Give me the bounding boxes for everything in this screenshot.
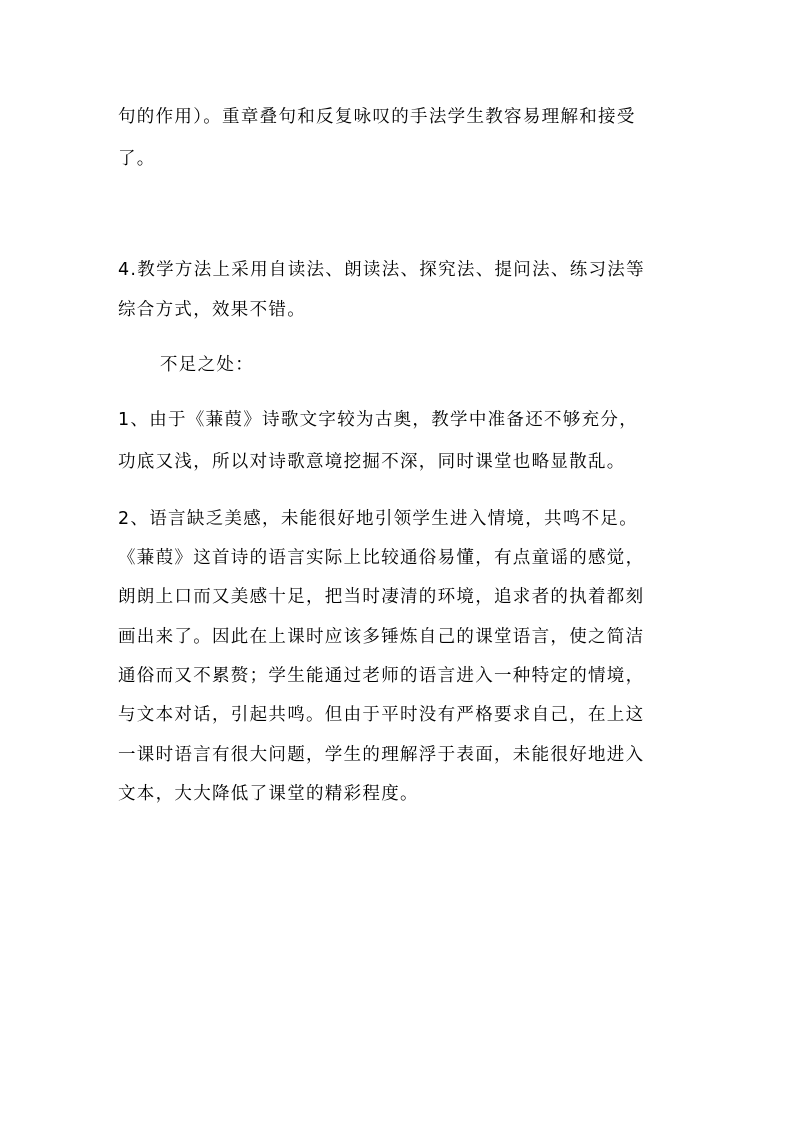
paragraph-line: 综合方式，效果不错。 bbox=[118, 300, 306, 320]
paragraph-line: 画出来了。因此在上课时应该多锤炼自己的课堂语言，使之简洁 bbox=[118, 627, 645, 647]
paragraph-line: 句的作用）。重章叠句和反复咏叹的手法学生教容易理解和接受 bbox=[118, 107, 636, 127]
paragraph-line: 朗朗上口而又美感十足，把当时凄清的环境，追求者的执着都刻 bbox=[118, 587, 645, 607]
paragraph-line: 与文本对话，引起共鸣。但由于平时没有严格要求自己，在上这 bbox=[118, 705, 645, 725]
section-heading: 不足之处： bbox=[160, 355, 254, 375]
paragraph-line: 功底又浅，所以对诗歌意境挖掘不深，同时课堂也略显散乱。 bbox=[118, 452, 626, 472]
paragraph-line: 《蒹葭》这首诗的语言实际上比较通俗易懂，有点童谣的感觉， bbox=[118, 548, 645, 568]
paragraph-line: 通俗而又不累赘；学生能通过老师的语言进入一种特定的情境， bbox=[118, 666, 645, 686]
paragraph-line: 1、由于《蒹葭》诗歌文字较为古奥，教学中准备还不够充分， bbox=[118, 410, 639, 430]
paragraph-line: 2、语言缺乏美感，未能很好地引领学生进入情境，共鸣不足。 bbox=[118, 509, 639, 529]
paragraph-line: 4.教学方法上采用自读法、朗读法、探究法、提问法、练习法等 bbox=[118, 260, 645, 280]
paragraph-line: 文本，大大降低了课堂的精彩程度。 bbox=[118, 784, 419, 804]
paragraph-line: 了。 bbox=[118, 149, 156, 169]
paragraph-line: 一课时语言有很大问题，学生的理解浮于表面，未能很好地进入 bbox=[118, 745, 645, 765]
